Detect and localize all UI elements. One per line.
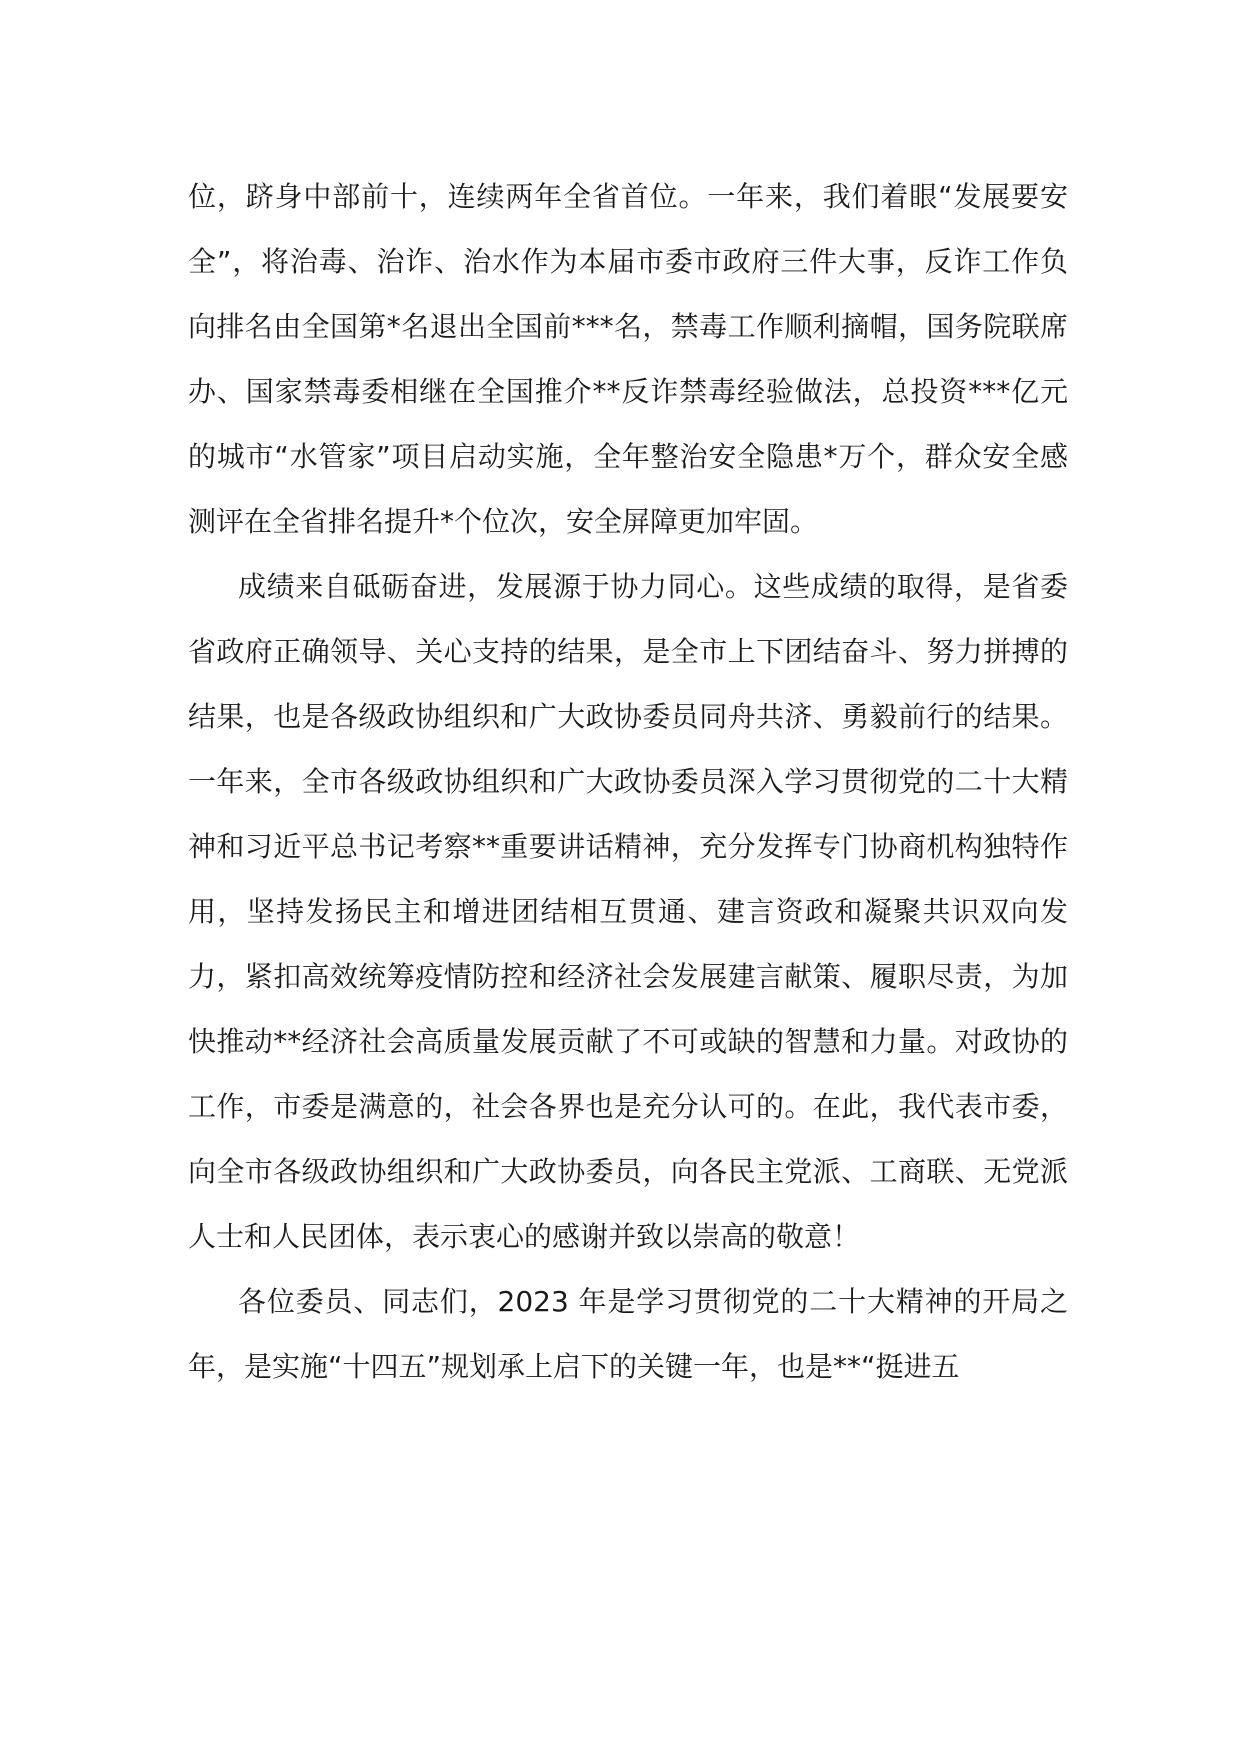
paragraph-2: 成绩来自砥砺奋进，发展源于协力同心。这些成绩的取得，是省委省政府正确领导、关心支持的结果，是全市上下团结奋斗、努力拼搏的结果，也是各级政协组织和广大政协委员同舟共济、勇毅前行的结果。一年来，全市各级政协组织和广大政协委员深入学习贯彻党的二十大精神和习近平总书记考察**重要讲话精神，充分发挥专门协商机构独特作用，坚持发扬民主和增进团结相互贯通、建言资政和凝聚共识双向发力，紧扣高效统筹疫情防控和经济社会发展建言献策、履职尽责，为加快推动**经济社会高质量发展贡献了不可或缺的智慧和力量。对政协的工作，市委是满意的，社会各界也是充分认可的。在此，我代表市委，向全市各级政协组织和广大政协委员，向各民主党派、工商联、无党派人士和人民团体，表示衷心的感谢并致以崇高的敬意！ — [188, 570, 1068, 1253]
document-body — [188, 164, 1068, 1399]
paragraph-1: 位，跻身中部前十，连续两年全省首位。一年来，我们着眼“发展要安全”，将治毒、治诈、治水作为本届市委市政府三件大事，反诈工作负向排名由全国第*名退出全国前***名，禁毒工作顺利摘帽，国务院联席办、国家禁毒委相继在全国推介**反诈禁毒经验做法，总投资***亿元的城市“水管家”项目启动实施，全年整治安全隐患*万个，群众安全感测评在全省排名提升*个位次，安全屏障更加牢固。 — [188, 180, 1068, 538]
paragraph-3: 各位委员、同志们，2023 年是学习贯彻党的二十大精神的开局之年，是实施“十四五”规划承上启下的关键一年，也是**“挺进五 — [188, 1285, 1068, 1383]
